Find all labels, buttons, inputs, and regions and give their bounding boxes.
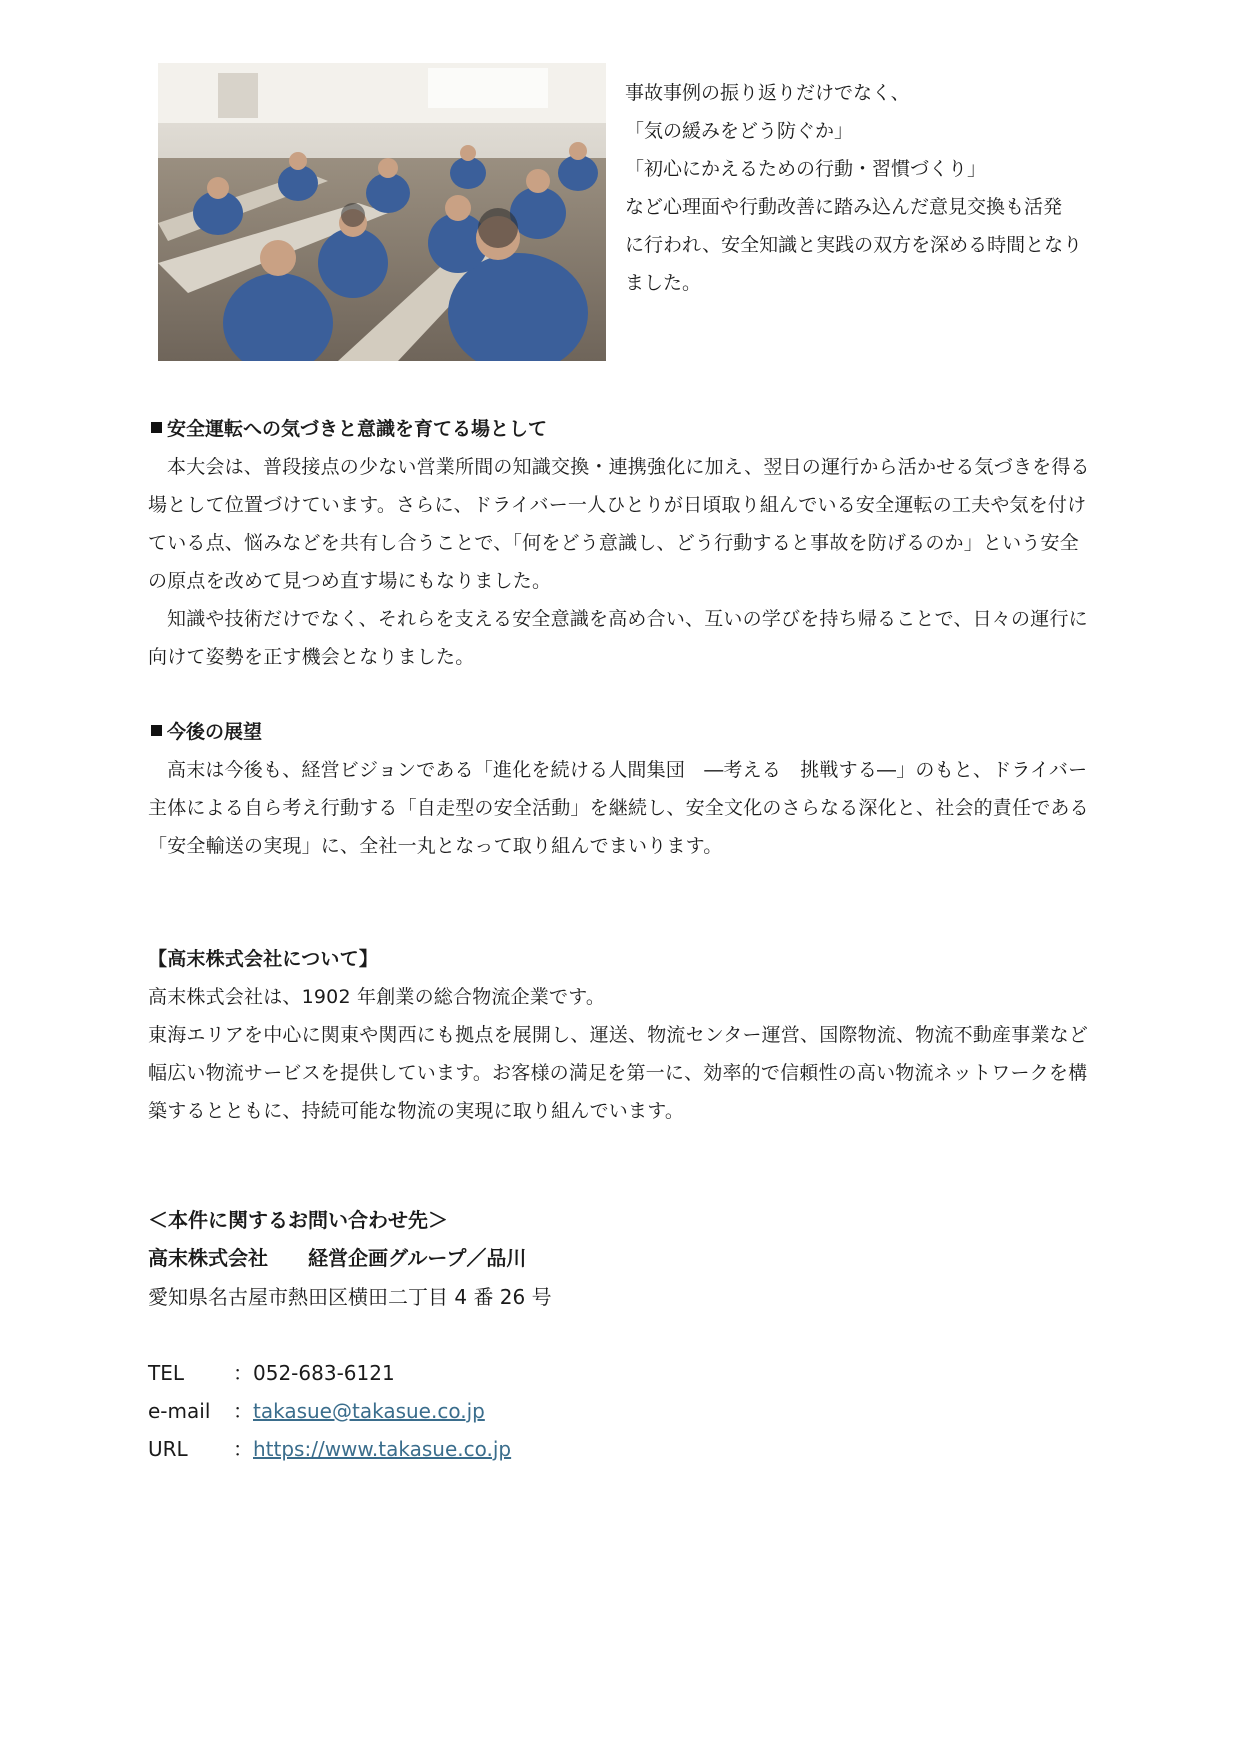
email-link[interactable]: takasue@takasue.co.jp	[253, 1399, 485, 1423]
contact-url	[148, 1431, 511, 1467]
contact-address: 愛知県名古屋市熱田区横田二丁目 4 番 26 号	[148, 1285, 552, 1309]
section2-heading-text: 今後の展望	[167, 721, 263, 743]
contact-email	[148, 1393, 485, 1429]
intro-line: 「初心にかえるための行動・習慣づくり」	[625, 158, 987, 180]
about-section	[148, 940, 1098, 1130]
url-label: URL	[148, 1437, 188, 1461]
section1-body	[148, 448, 1098, 676]
contact-heading: ＜本件に関するお問い合わせ先＞	[148, 1208, 448, 1232]
email-label: e-mail	[148, 1399, 211, 1423]
section1-heading	[151, 410, 547, 448]
square-bullet-icon	[151, 725, 162, 736]
intro-line: ました。	[625, 272, 702, 294]
square-bullet-icon	[151, 422, 162, 433]
tel-value: ：052-683-6121	[233, 1361, 395, 1385]
about-heading: 【高末株式会社について】	[148, 948, 379, 970]
about-paragraph: 東海エリアを中心に関東や関西にも拠点を展開し、運送、物流センター運営、国際物流、物流不動産事業など幅広い物流サービスを提供しています。お客様の満足を第一に、効率的で信頼性の高い物流ネットワークを構築するとともに、持続可能な物流の実現に取り組んでいます。	[148, 1024, 1089, 1122]
section2-heading	[151, 713, 262, 751]
email-separator: ：	[233, 1399, 253, 1423]
url-link[interactable]: https://www.takasue.co.jp	[253, 1437, 512, 1461]
intro-line: 事故事例の振り返りだけでなく、	[625, 82, 910, 104]
intro-line: に行われ、安全知識と実践の双方を深める時間となり	[625, 234, 1083, 256]
contact-company: 高末株式会社 経営企画グループ／品川	[148, 1246, 527, 1270]
section1-heading-text: 安全運転への気づきと意識を育てる場として	[167, 418, 548, 440]
tel-label: TEL	[148, 1361, 184, 1385]
intro-line: 「気の緩みをどう防ぐか」	[625, 120, 854, 142]
url-separator: ：	[233, 1437, 253, 1461]
intro-line: など心理面や行動改善に踏み込んだ意見交換も活発	[625, 196, 1063, 218]
section1-paragraph: 知識や技術だけでなく、それらを支える安全意識を高め合い、互いの学びを持ち帰ることで、日々の運行に向けて姿勢を正す機会となりました。	[148, 608, 1088, 668]
section2-body	[148, 751, 1098, 865]
section1-paragraph: 本大会は、普段接点の少ない営業所間の知識交換・連携強化に加え、翌日の運行から活かせる気づきを得る場として位置づけています。さらに、ドライバー一人ひとりが日頃取り組んでいる安全運転の工夫や気を付けている点、悩みなどを共有し合うことで、「何をどう意識し、どう行動すると事故を防げるのか」という安全の原点を改めて見つめ直す場にもなりました。	[148, 456, 1090, 592]
meeting-photo-icon	[158, 63, 606, 361]
about-line: 高末株式会社は、1902 年創業の総合物流企業です。	[148, 986, 606, 1008]
contact-tel	[148, 1355, 395, 1391]
intro-text	[625, 74, 1105, 302]
meeting-photo	[158, 63, 606, 361]
section2-paragraph: 高末は今後も、経営ビジョンである「進化を続ける人間集団 ―考える 挑戦する―」のもと、ドライバー主体による自ら考え行動する「自走型の安全活動」を継続し、安全文化のさらなる深化と、社会的責任である「安全輸送の実現」に、全社一丸となって取り組んでまいります。	[148, 759, 1089, 857]
